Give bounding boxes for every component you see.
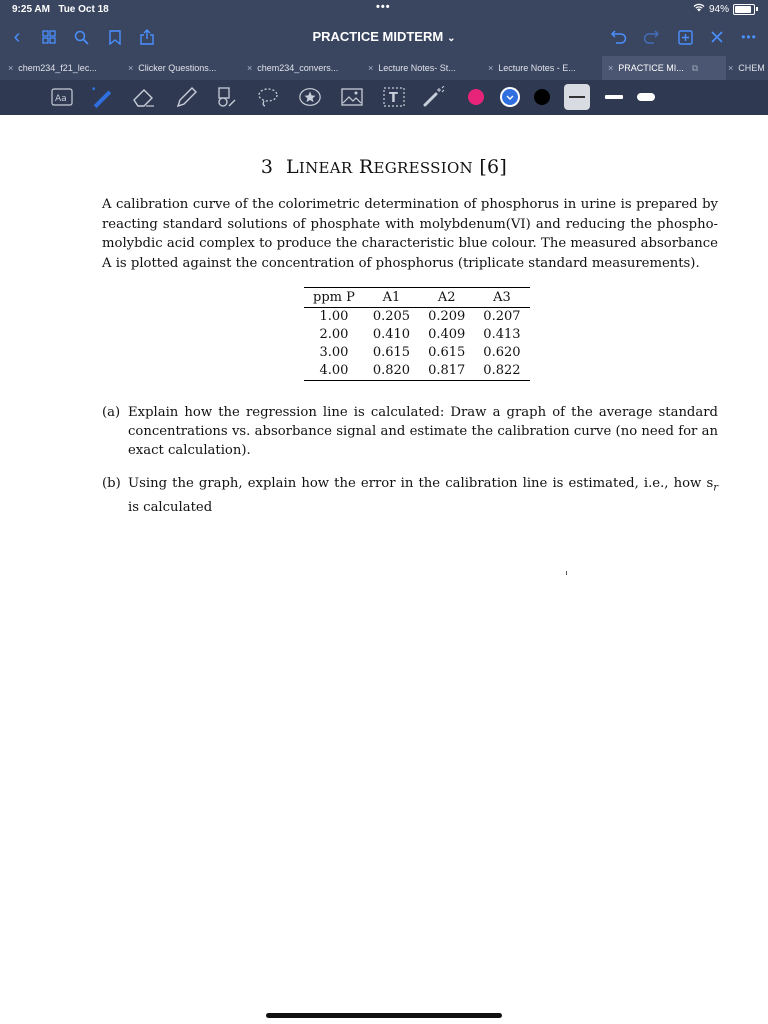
stroke-thick-option[interactable] xyxy=(634,86,658,108)
question-b-label: (b) xyxy=(102,476,121,491)
redo-icon[interactable] xyxy=(640,26,662,48)
battery-indicator xyxy=(693,3,758,15)
pen-tool-icon[interactable] xyxy=(90,86,114,108)
close-tab-icon[interactable]: × xyxy=(247,63,253,73)
color-black-swatch[interactable] xyxy=(530,86,554,108)
close-tab-icon[interactable]: × xyxy=(368,63,374,73)
table-cell: 0.615 xyxy=(372,345,411,360)
home-indicator[interactable] xyxy=(266,1013,502,1018)
question-b-text: Using the graph, explain how the error in the calibration line is estimated, i.e., how $s_r$ is calculated xyxy=(128,476,718,515)
table-row xyxy=(304,362,530,381)
table-cell: 0.207 xyxy=(483,309,521,324)
close-tab-icon[interactable]: × xyxy=(488,63,494,73)
table-cell: 0.822 xyxy=(474,362,529,381)
lasso-tool-icon[interactable] xyxy=(256,86,280,108)
color-pink-swatch[interactable] xyxy=(464,86,488,108)
battery-icon xyxy=(733,4,755,15)
question-b xyxy=(102,474,718,517)
close-tab-icon[interactable]: × xyxy=(728,63,734,73)
table-cell: 0.409 xyxy=(428,327,466,342)
laser-pointer-icon[interactable] xyxy=(422,86,446,108)
stroke-medium-option[interactable] xyxy=(602,86,626,108)
table-header-cell: A2 xyxy=(419,288,474,308)
table-cell: 4.00 xyxy=(304,362,364,381)
multitask-dots[interactable]: ••• xyxy=(376,1,391,13)
table-cell: 0.209 xyxy=(428,309,466,324)
table-cell: 3.00 xyxy=(319,345,349,360)
eraser-tool-icon[interactable] xyxy=(132,86,156,108)
table-header-cell: ppm P xyxy=(304,288,364,308)
back-chevron-icon[interactable]: ‹ xyxy=(13,25,21,48)
document-page[interactable] xyxy=(0,115,768,1024)
status-bar xyxy=(0,0,768,20)
table-row xyxy=(304,326,530,344)
undo-icon[interactable] xyxy=(608,26,630,48)
table-row xyxy=(304,344,530,362)
text-tool-icon[interactable] xyxy=(382,86,406,108)
question-a xyxy=(102,403,718,460)
table-header-row xyxy=(304,288,530,308)
close-tab-icon[interactable]: × xyxy=(608,63,614,73)
close-icon[interactable] xyxy=(706,26,728,48)
svg-text:T: T xyxy=(389,91,398,106)
read-mode-icon[interactable] xyxy=(50,86,74,108)
table-header-cell: A1 xyxy=(364,288,419,308)
stroke-thin-option[interactable] xyxy=(564,84,590,110)
elements-star-icon[interactable] xyxy=(298,86,322,108)
table-row xyxy=(304,308,530,327)
more-options-icon[interactable]: ••• xyxy=(741,30,757,44)
close-tab-icon[interactable]: × xyxy=(128,63,134,73)
table-cell: 1.00 xyxy=(319,309,349,324)
close-tab-icon[interactable]: × xyxy=(8,63,14,73)
status-time: 9:25 AM Tue Oct 18 xyxy=(12,4,109,15)
table-cell: 0.410 xyxy=(372,327,411,342)
document-title[interactable]: PRACTICE MIDTERM ⌄ xyxy=(312,29,456,44)
question-a-text: Explain how the regression line is calculated: Draw a graph of the average standard concentrations vs. absorbance signal and estimate the calibration curve (no need for an exact calculation). xyxy=(128,405,718,458)
tab-lecture-notes-st[interactable]: × Lecture Notes- St... xyxy=(368,63,456,73)
question-a-label: (a) xyxy=(102,405,121,420)
add-page-icon[interactable] xyxy=(674,26,696,48)
color-blue-swatch[interactable] xyxy=(498,86,522,108)
section-heading: 3 LINEAR REGRESSION [6] xyxy=(260,156,508,178)
table-header-cell: A3 xyxy=(474,288,529,308)
tab-clicker-questions[interactable]: × Clicker Questions... xyxy=(128,63,217,73)
table-cell: 0.817 xyxy=(419,362,474,381)
chevron-down-icon: ⌄ xyxy=(447,33,456,44)
intro-paragraph: A calibration curve of the colorimetric determination of phosphorus in urine is prepared by reacting standard solutions of phosphate with molybdenum(VI) and reducing the phospho-molybdic acid complex to produce the characteristic blue colour. The measured absorbance A is plotted against the concentration of phosphorus (triplicate standard measurements). xyxy=(102,197,718,271)
tab-chem234-convers[interactable]: × chem234_convers... xyxy=(247,63,339,73)
tab-lecture-notes-e[interactable]: × Lecture Notes - E... xyxy=(488,63,576,73)
tab-chem[interactable]: × CHEM xyxy=(728,63,765,73)
table-cell: 0.620 xyxy=(483,345,521,360)
image-tool-icon[interactable] xyxy=(340,86,364,108)
svg-text:Aa: Aa xyxy=(55,94,67,104)
table-cell: 0.820 xyxy=(364,362,419,381)
wifi-icon xyxy=(693,3,705,15)
shapes-tool-icon[interactable] xyxy=(214,86,238,108)
table-cell: 2.00 xyxy=(319,327,349,342)
document-tabs xyxy=(0,56,768,80)
table-cell: 0.413 xyxy=(483,327,521,342)
annotation-toolbar xyxy=(0,80,768,115)
tab-window-icon[interactable]: ⧉ xyxy=(691,62,699,73)
calibration-table xyxy=(304,287,530,381)
tab-chem234-lec[interactable]: × chem234_f21_lec... xyxy=(8,63,97,73)
nav-bar xyxy=(0,20,768,56)
table-cell: 0.615 xyxy=(428,345,466,360)
table-cell: 0.205 xyxy=(372,309,411,324)
pen-mark xyxy=(566,571,567,575)
highlighter-tool-icon[interactable] xyxy=(174,86,198,108)
tab-practice-midterm[interactable]: × PRACTICE MI... ⧉ xyxy=(602,56,726,80)
battery-percent: 94% xyxy=(708,3,729,15)
